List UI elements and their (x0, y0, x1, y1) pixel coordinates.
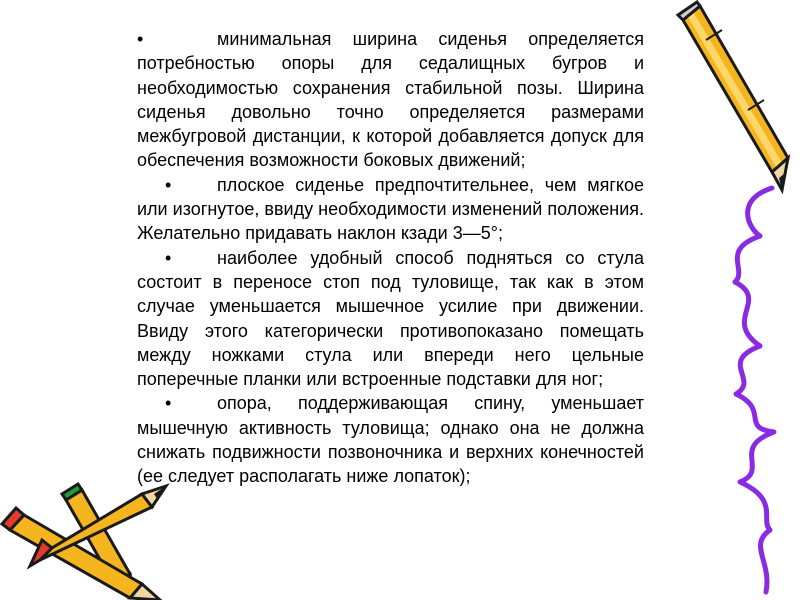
bullet: • (165, 174, 172, 195)
bullet: • (165, 393, 172, 414)
slide-text (137, 27, 644, 489)
bullet: • (137, 29, 144, 49)
list-item-text: опора, поддерживающая спину, уменьшает мышечную активность туловища; однако она не должна снижать подвижности позвоночника и верхних конечностей (ее следует располагать ниже лопаток); (137, 393, 644, 487)
list-item-text: минимальная ширина сиденья определяется потребностью опоры для седалищных бугров и необходимостью сохранения стабильной позы. Ширина сиденья довольно точно определяется размерами межбугровой дистанции, к которой добавляется допуск для обеспечения возможности боковых движений; (137, 29, 644, 171)
list-item (137, 246, 644, 392)
pencils-bottom-left-icon (2, 484, 166, 600)
purple-squiggle-line (735, 188, 774, 592)
list-item (137, 391, 644, 488)
list-item (137, 173, 644, 246)
list-item (137, 27, 644, 173)
list-item-text: наиболее удобный способ подняться со стула состоит в переносе стоп под туловище, так как в этом случае уменьшается мышечное усилие при движении. Ввиду этого категорически противопоказано помещать между ножками стула или впереди него цельные поперечные планки или встроенные подставки для ног; (137, 247, 644, 390)
pencil-right-icon (678, 2, 788, 190)
bullet: • (165, 247, 172, 268)
list-item-text: плоское сиденье предпочтительнее, чем мягкое или изогнутое, ввиду необходимости изменений положения. Желательно придавать наклон кзади 3—5°; (137, 174, 644, 244)
